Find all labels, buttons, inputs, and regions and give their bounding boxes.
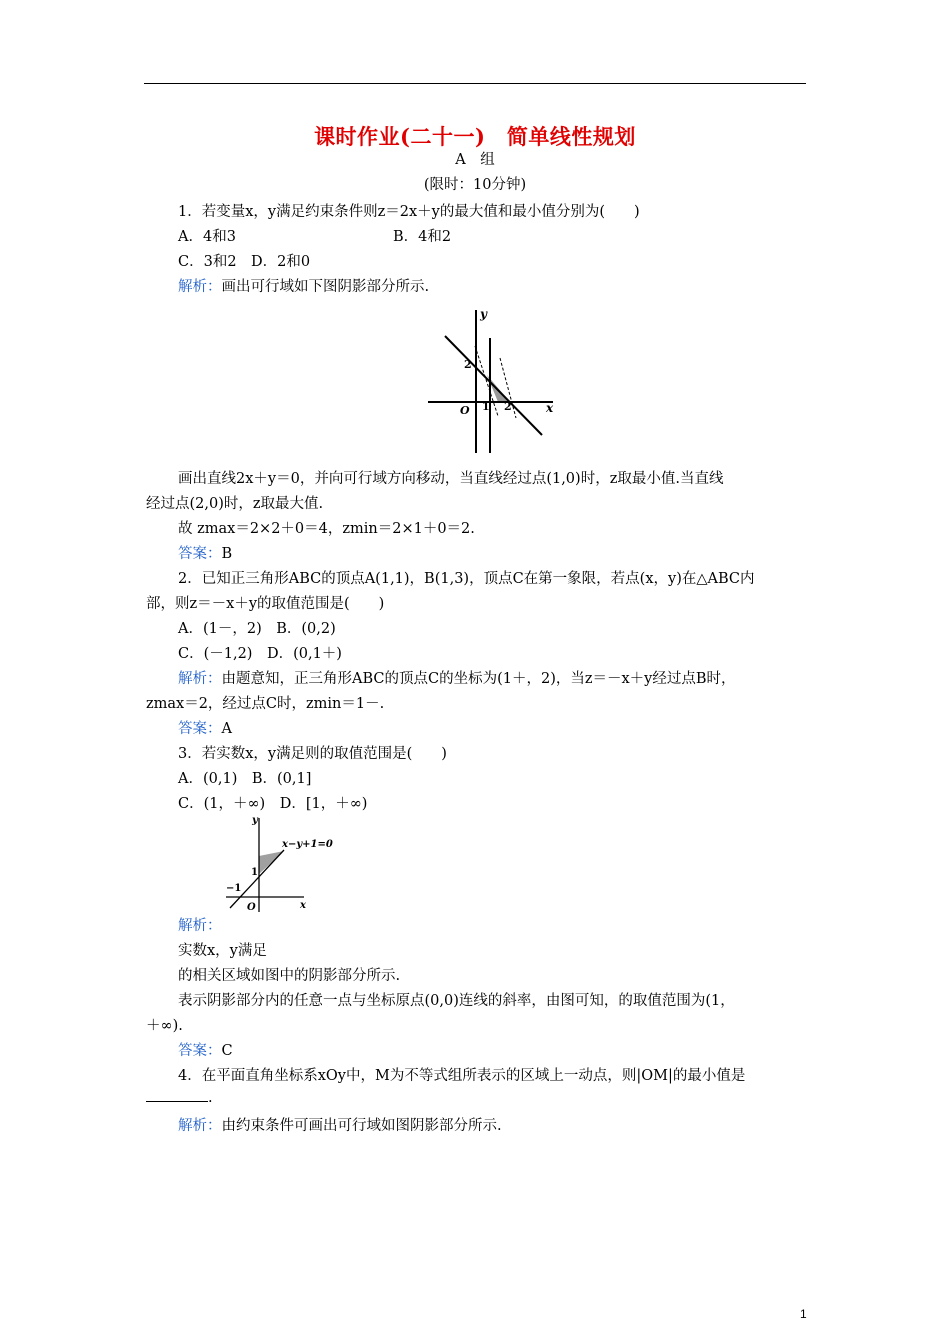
q3-origin-label: O: [247, 902, 256, 913]
q2-answer-value: A: [221, 721, 232, 737]
q1-x-label: x: [546, 401, 554, 415]
q1-feasible-region-figure: [420, 298, 560, 458]
q1-options-cd: C．3和2 D．2和0: [178, 254, 311, 270]
q3-x-label: x: [300, 900, 306, 911]
q4-solution-text: 由约束条件可画出可行域如图阴影部分所示.: [221, 1118, 502, 1134]
q3-options-cd: C．(1，＋∞) D．[1，＋∞): [178, 796, 368, 812]
q2-stem-line2: 部，则z＝－x＋y的取值范围是( ): [146, 596, 385, 612]
answer-label: 答案：: [178, 546, 222, 562]
time-limit: (限时：10分钟): [423, 177, 527, 193]
answer-label: 答案：: [178, 1043, 222, 1059]
q1-y-tick-2: 2: [464, 358, 472, 371]
group-label: A 组: [455, 152, 495, 168]
q4-blank-tail: .: [208, 1090, 213, 1106]
q1-answer-value: B: [221, 546, 233, 562]
q3-line-label: x−y+1=0: [282, 839, 333, 850]
q1-explanation-line2: 经过点(2,0)时，z取最大值.: [146, 496, 324, 512]
q1-option-a: A．4和3: [178, 229, 236, 245]
q1-y-label: y: [480, 307, 487, 321]
q1-solution: [178, 275, 429, 296]
q3-solution-line3: 表示阴影部分内的任意一点与坐标原点(0,0)连线的斜率，由图可知，的取值范围为(1，: [178, 993, 735, 1009]
q3-boundary-line: [230, 850, 284, 908]
solution-label: 解析：: [178, 918, 222, 934]
q3-tick-1: 1: [251, 867, 258, 878]
q1-origin-label: O: [460, 404, 470, 417]
page-title: 课时作业(二十一) 简单线性规划: [314, 124, 636, 149]
q3-stem: 3．若实数x，y满足则的取值范围是( ): [178, 746, 447, 762]
q1-x-tick-2: 2: [504, 400, 512, 413]
q3-options-ab: A．(0,1) B．(0,1]: [178, 771, 312, 787]
q3-answer-value: C: [221, 1043, 233, 1059]
answer-label: 答案：: [178, 721, 222, 737]
q4-solution: [178, 1114, 502, 1135]
q2-solution-line1: [178, 667, 736, 688]
q1-stem: 1．若变量x，y满足约束条件则z＝2x＋y的最大值和最小值分别为( ): [178, 204, 640, 220]
q2-solution-text: 由题意知，正三角形ABC的顶点C的坐标为(1＋，2)，当z＝－x＋y经过点B时，: [221, 671, 736, 687]
q1-line-x-plus-y: [445, 336, 542, 435]
q2-stem-line1: 2．已知正三角形ABC的顶点A(1,1)，B(1,3)，顶点C在第一象限，若点(x，y)在△ABC内: [178, 571, 755, 587]
header-rule: [144, 83, 806, 84]
q1-option-b: B．4和2: [393, 229, 452, 245]
q3-solution-line1: 实数x，y满足: [178, 943, 267, 959]
solution-label: 解析：: [178, 279, 222, 295]
q1-explanation-line1: 画出直线2x＋y＝0，并向可行域方向移动，当直线经过点(1,0)时，z取最小值.当直线: [178, 471, 724, 487]
q3-region-figure: [222, 812, 342, 914]
q3-solution-line2: 的相关区域如图中的阴影部分所示.: [178, 968, 401, 984]
q1-explanation-line3: 故 zmax＝2×2＋0＝4，zmin＝2×1＋0＝2.: [178, 521, 475, 537]
q4-answer-blank-line: [146, 1089, 213, 1106]
solution-label: 解析：: [178, 1118, 222, 1134]
q3-solution-label: [178, 914, 222, 935]
q3-y-label: y: [252, 815, 258, 826]
q1-x-tick-1: 1: [482, 400, 490, 413]
solution-label: 解析：: [178, 671, 222, 687]
q2-solution-line2: zmax＝2，经过点C时，zmin＝1－.: [146, 696, 385, 712]
q3-tick-neg1: −1: [226, 883, 242, 894]
q4-answer-blank[interactable]: [146, 1089, 208, 1102]
q2-options-cd: C．(－1,2) D．(0,1＋): [178, 646, 342, 662]
q1-solution-text: 画出可行域如下图阴影部分所示.: [221, 279, 430, 295]
q1-answer: [178, 542, 232, 563]
q2-answer: [178, 717, 232, 738]
q3-solution-line4: ＋∞).: [146, 1018, 183, 1034]
q2-options-ab: A．(1－，2) B．(0,2): [178, 621, 336, 637]
page-number: 1: [800, 1307, 807, 1321]
q3-answer: [178, 1039, 233, 1060]
q4-stem: 4．在平面直角坐标系xOy中，M为不等式组所表示的区域上一动点，则|OM|的最小值是: [178, 1068, 746, 1084]
